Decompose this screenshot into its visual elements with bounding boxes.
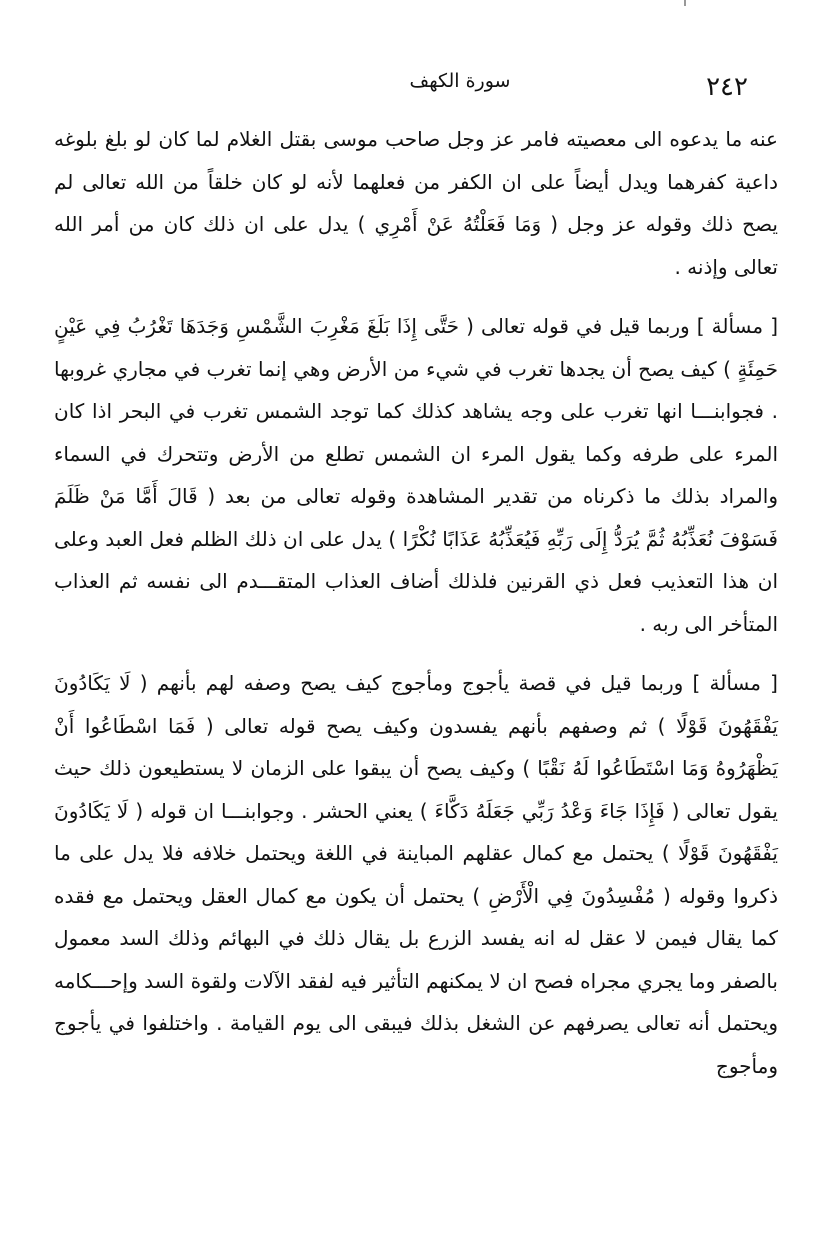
text-segment: وربما قيل في قوله تعالى ( <box>459 314 697 338</box>
paragraph-3 <box>54 662 778 1087</box>
running-title: سورة الكهف <box>409 70 511 92</box>
quran-verse: حَتَّى إِذَا بَلَغَ مَغْرِبَ الشَّمْسِ وَجَدَهَا تَغْرُبُ فِي عَيْنٍ حَمِئَةٍ <box>54 314 778 381</box>
issue-label: [ مسألة ] <box>696 314 778 338</box>
text-segment: ) يدل على ان ذلك الظلم فعل العبد وعلى ان هذا التعذيب فعل ذي القرنين فلذلك أضاف العذاب المتقـــدم الى نفسه ثم العذاب المتأخر الى ربه . <box>54 526 778 636</box>
quran-verse: فَإِذَا جَاءَ وَعْدُ رَبِّي جَعَلَهُ دَكَّاءَ <box>434 798 665 823</box>
text-segment: ) يدل على ان ذلك كان من أمر الله تعالى وإذنه . <box>54 212 778 279</box>
text-segment: ) كيف يصح أن يجدها تغرب في شيء من الأرض وهي إنما تغرب في مجاري غروبها . فجوابنـــا انها تغرب على وجه يشاهد كذلك كما توجد الشمس تغرب في البحر اذا كان المرء على طرفه وكما يقول المرء ان الشمس تطلع من الأرض وتتحرك في السماء والمراد بذلك ما ذكرناه من تقدير المشاهدة وقوله تعالى من بعد ( <box>54 356 778 508</box>
text-segment: وربما قيل في قصة يأجوج ومأجوج كيف يصح وصفه لهم بأنهم ( <box>130 671 693 695</box>
page-header <box>40 66 790 106</box>
quran-verse: قَالَ أَمَّا مَنْ ظَلَمَ فَسَوْفَ نُعَذِّبُهُ ثُمَّ يُرَدُّ إِلَى رَبِّهِ فَيُعَذِّبُهُ عَذَابًا نُكْرًا <box>54 484 778 551</box>
issue-label: [ مسألة ] <box>692 671 778 695</box>
page-body <box>54 118 778 1087</box>
scan-speck <box>684 0 686 6</box>
text-segment: ) ثم وصفهم بأنهم يفسدون وكيف يصح قوله تعالى ( <box>195 713 677 738</box>
quran-verse: وَمَا فَعَلْتُهُ عَنْ أَمْرِي <box>374 212 542 236</box>
text-segment: ) يحتمل أن يكون مع كمال العقل ويحتمل مع فقده كما يقال فيمن لا عقل له انه يفسد الزرع بل يقال ذلك في البهائم وذلك السد معمول بالصفر وما يجري مجراه فصح ان لا يمكنهم التأثير فيه لفقد الآلات ولقوة السد وإحـــكامه ويحتمل أنه تعالى يصرفهم عن الشغل بذلك فيبقى الى يوم القيامة . واختلفوا في يأجوج ومأجوج <box>54 883 778 1078</box>
quran-verse: لَا يَكَادُونَ يَفْقَهُونَ قَوْلًا <box>54 798 778 865</box>
text-segment: ) وكيف يصح أن يبقوا على الزمان لا يستطيعون ذلك حيث يقول تعالى ( <box>54 756 778 823</box>
page-number: ٢٤٢ <box>706 72 748 102</box>
text-segment: ) يعني الحشر . وجوابنـــا ان قوله ( <box>128 798 435 823</box>
text-segment: ) يحتمل مع كمال عقلهم المباينة في اللغة ويحتمل خلافه فلا يدل على ما ذكروا وقوله ( <box>54 841 779 908</box>
paragraph-1 <box>54 118 778 288</box>
quran-verse: لَا يَكَادُونَ يَفْقَهُونَ قَوْلًا <box>54 671 778 738</box>
text-segment: عنه ما يدعوه الى معصيته فامر عز وجل صاحب موسى بقتل الغلام لما كان لو بلغ بلوغه داعية كفرهما ويدل أيضاً على ان الكفر من فعلهما لأنه لو كان خلقاً من الله تعالى لم يصح ذلك وقوله عز وجل ( <box>54 127 778 236</box>
paragraph-2 <box>54 305 778 645</box>
quran-verse: فَمَا اسْطَاعُوا أَنْ يَظْهَرُوهُ وَمَا اسْتَطَاعُوا لَهُ نَقْبًا <box>54 713 778 780</box>
quran-verse: مُفْسِدُونَ فِي الْأَرْضِ <box>488 883 655 908</box>
